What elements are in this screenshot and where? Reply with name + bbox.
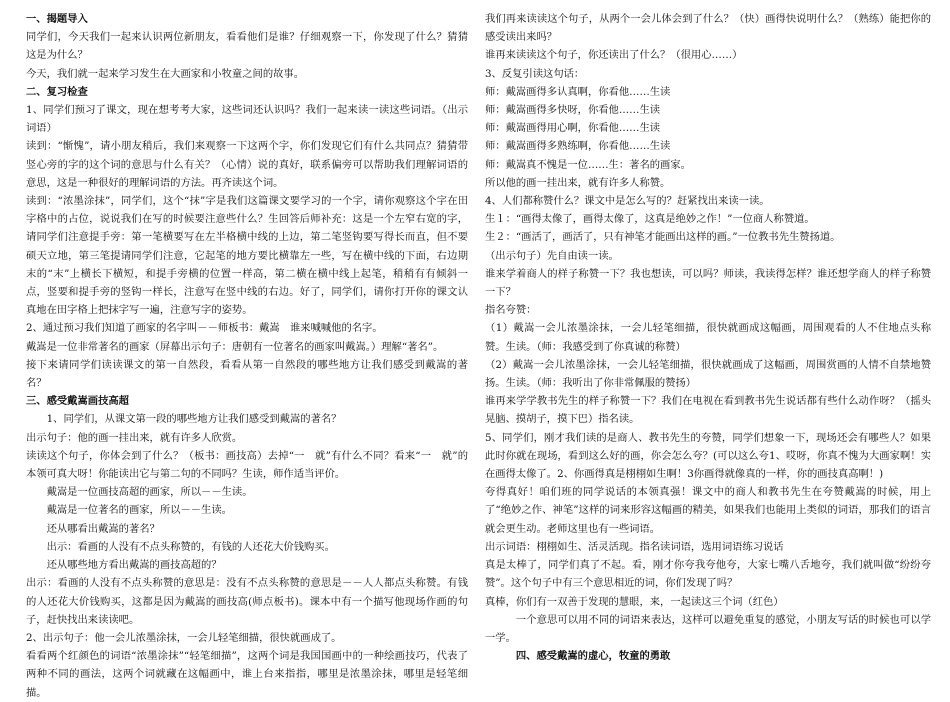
paragraph: 生２：“画活了，画活了，只有神笔才能画出这样的画。”一位教书先生赞扬道。 — [485, 231, 841, 244]
paragraph: 还从哪看出戴嵩的著名？ — [46, 522, 160, 535]
paragraph: 读到：“惭愧”，请小朋友稍后，我们来观察一下这两个字，你们发现它们有什么共同点？猜猜带竖心旁的字的这个词的意思与什么有关？（心情）说的真好，联系偏旁可以帮助我们理解词语的意思，这是一种很好的理解词语的方法。再齐读这个词。 — [26, 140, 468, 189]
paragraph: （2）戴嵩一会儿浓墨涂抹，一会儿轻笔细描，很快就画成了这幅画，周围赏画的人情不自禁地赞扬。生读。（师：我听出了你非常佩服的赞扬） — [485, 358, 931, 390]
section-heading: 三、感受戴嵩画技高超 — [26, 395, 129, 408]
paragraph: 所以他的画一挂出来，就有许多人称赞。 — [485, 176, 671, 189]
paragraph: 谁再来学学教书先生的样子称赞一下？我们在电视在看到教书先生说话都有些什么动作呀？（摇头晃脑、摸胡子，摸下巴）指名读。 — [485, 395, 931, 426]
paragraph: 指名夸赞： — [485, 304, 537, 317]
paragraph: 师：戴嵩画得用心啊，你看他……生读 — [485, 122, 661, 135]
paragraph: 夸得真好！咱们班的同学说话的本领真强！课文中的商人和教书先生在夸赞戴嵩的时候，用上了“绝妙之作、神笔”这样的词来形容这幅画的精美，如果我们也能用上类似的词语，那我们的语言就会更生动。老师这里也有一些词语。 — [485, 486, 931, 535]
left-column — [26, 10, 468, 702]
paragraph: 4、人们都称赞什么？课文中是怎么写的？赶紧找出来读一读。 — [485, 195, 770, 208]
right-column — [485, 10, 931, 665]
section-heading: 二、复习检查 — [26, 85, 88, 98]
paragraph: 还从哪些地方看出戴嵩的画技高超的？ — [46, 559, 222, 572]
paragraph: 接下来请同学们读读课文的第一自然段，看看从第一自然段的哪些地方让我们感受到戴嵩的著名？ — [26, 358, 468, 390]
paragraph: 戴嵩是一位著名的画家，所以－－生读。 — [46, 504, 232, 517]
paragraph: 一个意思可以用不同的词语来表达，这样可以避免重复的感觉，小朋友写话的时候也可以学一学。 — [485, 613, 931, 644]
paragraph: 同学们，今天我们一起来认识两位新朋友，看看他们是谁？仔细观察一下，你发现了什么？猜猜这是为什么？ — [26, 31, 468, 62]
paragraph: 师：戴嵩画得多认真啊，你看他……生读 — [485, 85, 671, 98]
paragraph: 出示词语：栩栩如生、活灵活现。指名读词语，选用词语练习说话 — [485, 540, 784, 553]
paragraph: 今天，我们就一起来学习发生在大画家和小牧童之间的故事。 — [26, 67, 305, 80]
paragraph: 读读这个句子，你体会到了什么？（板书：画技高）去掉“一 就”有什么不同？看来“一 就”的本领可真大呀！你能读出它与第二句的不同吗？生读，师作适当评价。 — [26, 449, 468, 481]
section-heading: 四、感受戴嵩的虚心，牧童的勇敢 — [515, 650, 671, 663]
paragraph: 我们再来读读这个句子，从两个一会儿体会到了什么？（快）画得快说明什么？（熟练）能把你的感受读出来吗？ — [485, 13, 931, 44]
paragraph: 戴嵩是一位非常著名的画家（屏幕出示句子：唐朝有一位著名的画家叫戴嵩。）理解“著名”。 — [26, 340, 444, 353]
paragraph: 戴嵩是一位画技高超的画家，所以－－生读。 — [46, 486, 253, 499]
paragraph: 1、同学们预习了课文，现在想考考大家，这些词还认识吗？我们一起来读一读这些词语。（出示词语） — [26, 104, 468, 135]
paragraph: 师：戴嵩真不愧是一位……生：著名的画家。 — [485, 158, 691, 171]
paragraph: 师：戴嵩画得多快呀，你看他……生读 — [485, 104, 661, 117]
paragraph: 生１：“画得太像了，画得太像了，这真是绝妙之作！”一位商人称赞道。 — [485, 213, 815, 226]
section-heading: 一、揭题导入 — [26, 13, 88, 25]
paragraph: 2、通过预习我们知道了画家的名字叫－－师板书：戴嵩 谁来喊喊他的名字。 — [26, 322, 383, 335]
paragraph: 3、反复引读这句话： — [485, 67, 585, 80]
paragraph: 看看两个红颜色的词语“浓墨涂抹”“轻笔细描”，这两个词是我国国画中的一种绘画技巧，代表了两种不同的画法，这两个词就藏在这幅画中，谁上台来指指，哪里是浓墨涂抹，哪里是轻笔细描。 — [26, 650, 468, 699]
paragraph: （1）戴嵩一会儿浓墨涂抹，一会儿轻笔细描，很快就画成这幅画，周围观看的人不住地点头称赞。生读。（师：我感受到了你真诚的称赞） — [485, 322, 931, 353]
paragraph: 读到：“浓墨涂抹”，同学们，这个“抹”字是我们这篇课文要学习的一个字，请你观察这个字在田字格中的占位，说说我们在写的时候要注意些什么？生回答后师补充：这是一个左窄右宽的字，请同学们注意提手旁：第一笔横要写在左半格横中线的上边，第二笔竖钩要写得长而直，但不要硕天立地，第三笔提请同学们注意，它起笔的地方要比横靠左一些，写在横中线的下面，右边期末的“末”上横长下横短，和提手旁横的位置一样高，第二横在横中线上起笔，稍稍有有倾斜一点，竖要和提手旁的竖钩一样长，注意写在竖中线的右边。好了，同学们，请你打开你的课文认真地在田字格上把抹字写一遍，注意写字的姿势。 — [26, 195, 468, 317]
paragraph: 真是太棒了，同学们真了不起。看，刚才你夸我夸他夸，大家七嘴八舌地夸，我们就叫做“纷纷夸赞”。这个句子中有三个意思相近的词，你们发现了吗？ — [485, 559, 931, 590]
paragraph: 5、同学们，刚才我们读的是商人、教书先生的夸赞，同学们想象一下，现场还会有哪些人？如果此时你就在现场，看到这么好的画，你会怎么夸？(可以这么夸1、哎呀，你真不愧为大画家啊！实在画得太像了。2、你画得真是栩栩如生啊！3你画得就像真的一样，你的画技真高啊！) — [485, 431, 931, 481]
paragraph: 出示：看画的人没有不点头称赞的，有钱的人还花大价钱购买。 — [46, 540, 335, 553]
paragraph: 谁再来读读这个句子，你还读出了什么？（很用心……） — [485, 49, 743, 62]
paragraph: 出示句子：他的画一挂出来，就有许多人欣赏。 — [26, 431, 243, 444]
paragraph: 出示：看画的人没有不点头称赞的意思是：没有不点头称赞的意思是－－人人都点头称赞。有钱的人还花大价钱购买，这都是因为戴嵩的画技高(师点板书)。课本中有一个描写他现场作画的句子，赶快找出来读读吧。 — [26, 577, 468, 626]
paragraph: 谁来学着商人的样子称赞一下？我也想读，可以吗？师读，我读得怎样？谁还想学商人的样子称赞一下？ — [485, 267, 931, 299]
paragraph: 2、出示句子：他一会儿浓墨涂抹，一会儿轻笔细描，很快就画成了。 — [26, 631, 342, 644]
paragraph: 师：戴嵩画得多熟练啊，你看他……生读 — [485, 140, 671, 153]
paragraph: （出示句子）先自由读一读。 — [485, 249, 619, 262]
paragraph: 真棒，你们有一双善于发现的慧眼，来，一起读这三个词（红色） — [485, 595, 784, 608]
paragraph: 1、同学们，从课文第一段的哪些地方让我们感受到戴嵩的著名？ — [46, 413, 342, 426]
